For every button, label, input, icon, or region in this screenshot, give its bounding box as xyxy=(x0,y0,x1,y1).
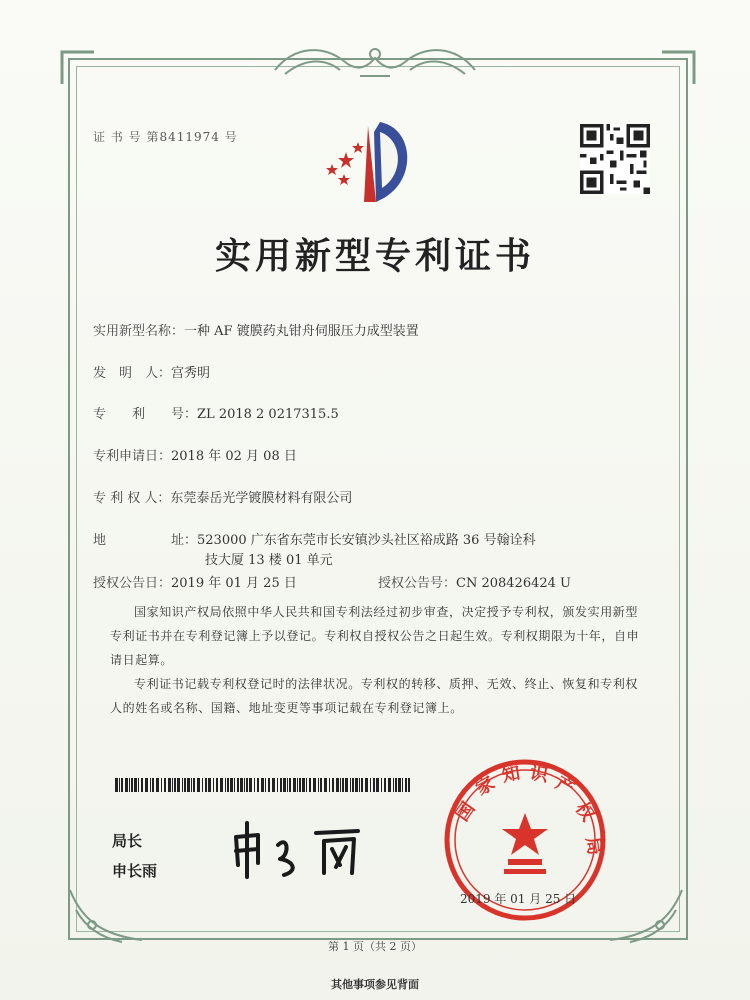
field-patent-number xyxy=(93,403,339,422)
field-value: CN 208426424 U xyxy=(456,576,571,591)
field-value: 东莞泰岳光学镀膜材料有限公司 xyxy=(170,491,353,506)
certificate-title: 实用新型专利证书 xyxy=(214,236,535,277)
footer-note: 其他事项参见背面 xyxy=(331,978,419,991)
field-utility-model-name xyxy=(93,320,419,339)
field-label: 专 利 号： xyxy=(93,407,198,422)
svg-text:国: 国 xyxy=(451,798,480,826)
field-value: 技大厦 13 楼 01 单元 xyxy=(205,553,333,568)
barcode-icon xyxy=(115,778,410,792)
page-number: 第 1 页（共 2 页） xyxy=(328,940,422,953)
signature-icon xyxy=(228,815,378,885)
svg-text:识: 识 xyxy=(528,762,550,787)
top-ornament-icon xyxy=(255,40,495,84)
field-value: 一种 AF 镀膜药丸钳舟伺服压力成型装置 xyxy=(184,324,419,339)
field-label: 专利申请日： xyxy=(93,449,172,464)
svg-text:权: 权 xyxy=(570,798,599,826)
field-value: 2018 年 02 月 08 日 xyxy=(171,449,297,464)
field-address xyxy=(93,529,536,548)
field-value: ZL 2018 2 0217315.5 xyxy=(197,407,339,422)
corner-ornament-top-left-icon xyxy=(58,48,98,88)
qr-code-icon xyxy=(580,124,650,194)
director-name: 申长雨 xyxy=(112,862,158,880)
svg-text:知: 知 xyxy=(500,762,522,787)
field-inventor xyxy=(93,362,210,381)
svg-text:局: 局 xyxy=(581,835,606,857)
statement-paragraph-2: 专利证书记载专利权登记时的法律状况。专利权的转移、质押、无效、终止、恢复和专利权人的姓名或名称、国籍、地址变更等事项记载在专利登记簿上。 xyxy=(110,677,639,715)
field-filing-date xyxy=(93,445,297,464)
field-label: 地 址： xyxy=(93,533,198,548)
field-patentee xyxy=(93,487,352,506)
svg-text:产: 产 xyxy=(551,772,578,800)
field-value: 523000 广东省东莞市长安镇沙头社区裕成路 36 号翰诠科 xyxy=(197,533,536,548)
field-grant-number xyxy=(378,572,571,591)
field-label: 实用新型名称： xyxy=(93,324,185,339)
field-value: 2019 年 01 月 25 日 xyxy=(171,576,297,591)
seal-date: 2019 年 01 月 25 日 xyxy=(460,892,577,906)
svg-text:家: 家 xyxy=(472,772,499,800)
certificate-number: 证 书 号 第8411974 号 xyxy=(93,130,238,144)
field-label: 授权公告日： xyxy=(93,576,172,591)
field-grant-date xyxy=(93,572,297,591)
director-title: 局长 xyxy=(112,832,143,850)
statement-paragraph-1: 国家知识产权局依照中华人民共和国专利法经过初步审查，决定授予专利权，颁发实用新型专利证书并在专利登记簿上予以登记。专利权自授权公告之日起生效。专利权期限为十年，自申请日起算。 xyxy=(110,605,640,667)
field-label: 专 利 权 人： xyxy=(93,491,171,506)
field-address-line2 xyxy=(205,549,333,568)
corner-ornament-top-right-icon xyxy=(658,48,698,88)
field-label: 发 明 人： xyxy=(93,366,172,381)
field-label: 授权公告号： xyxy=(378,576,457,591)
cnipa-logo-icon xyxy=(318,118,428,208)
field-value: 宫秀明 xyxy=(171,366,211,381)
